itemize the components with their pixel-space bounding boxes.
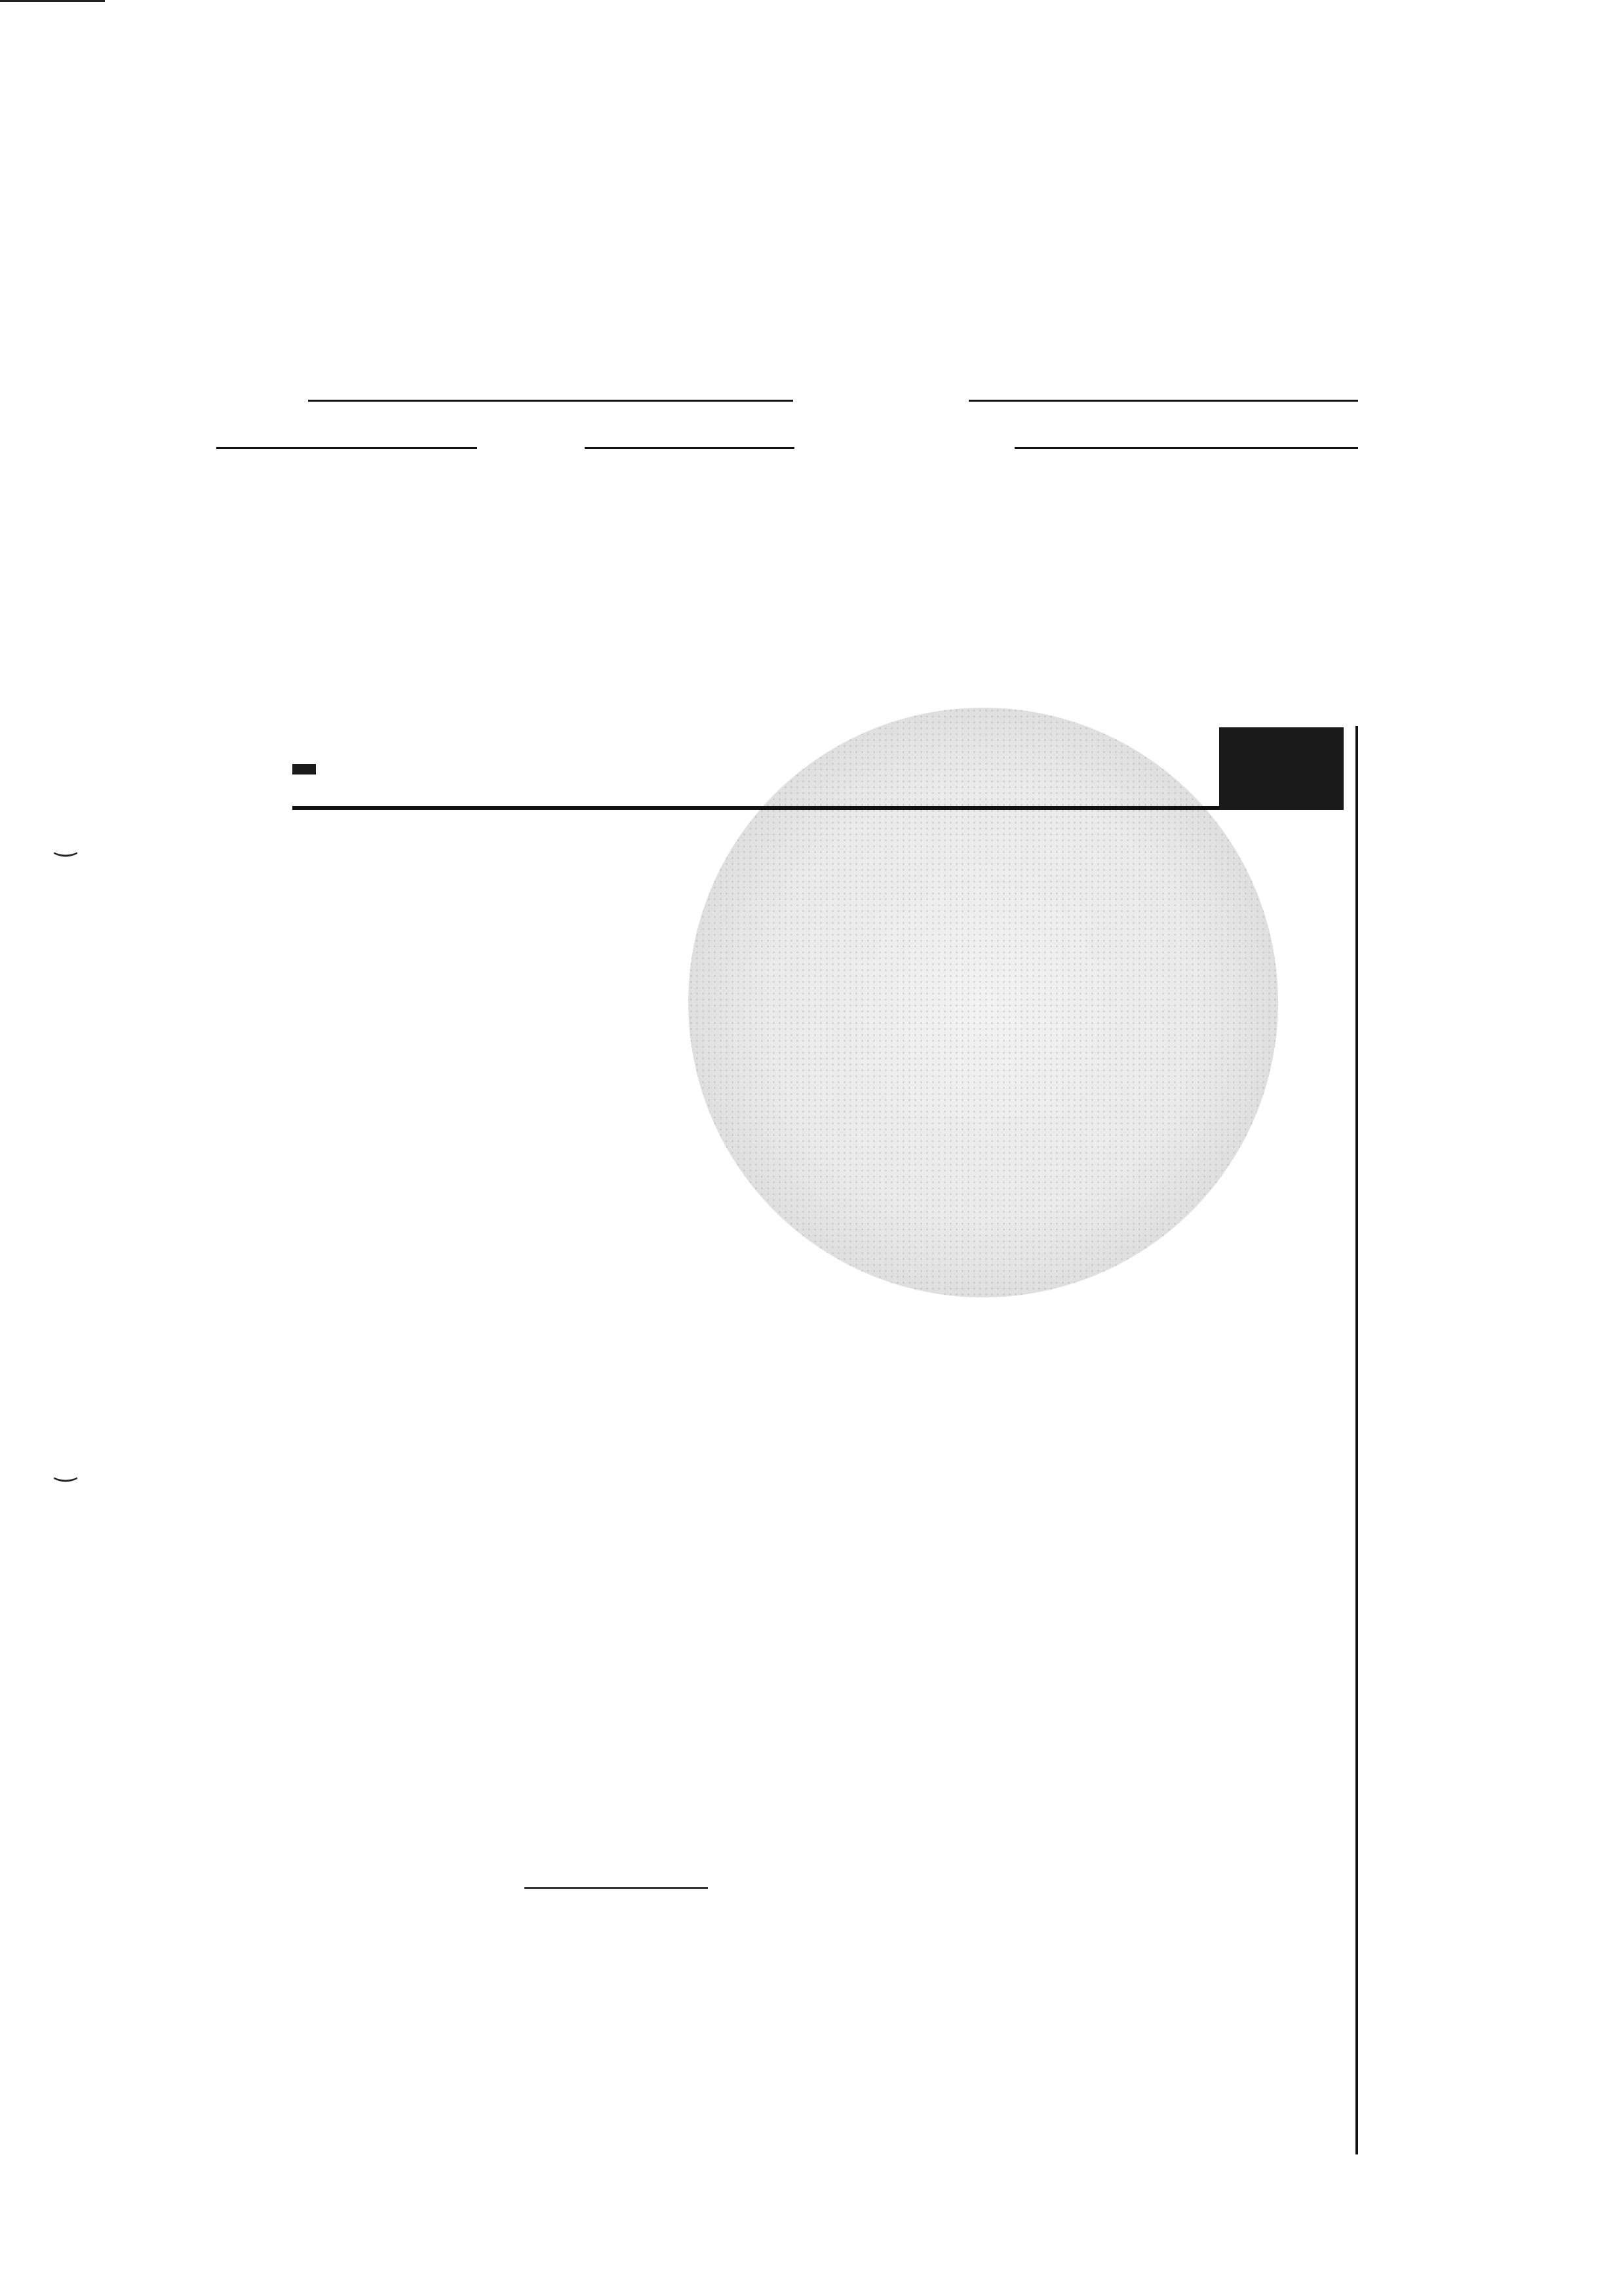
kicker-bar-right-block [1219,727,1344,810]
top-edge-line [0,0,105,2]
day-field-line [216,447,477,449]
pages-field-line [585,447,794,449]
political-tendency-field-line [1015,447,1358,449]
periodicity-field-line [969,400,1358,402]
article-kicker [292,764,316,775]
article-column-3 [1003,1300,1316,1890]
left-margin-mark-2: ‿ [55,1453,77,1482]
headline-halftone-circle [688,708,1278,1297]
clipping-right-edge [1355,726,1358,2154]
publication-field-line [308,400,793,402]
article-column-1 [298,855,611,1877]
kicker-rule [292,806,1341,810]
left-margin-mark-1: ‿ [55,828,77,856]
halftone-texture [688,708,1278,1297]
article-column-2 [644,1300,957,1877]
article-end-rule [524,1887,708,1889]
